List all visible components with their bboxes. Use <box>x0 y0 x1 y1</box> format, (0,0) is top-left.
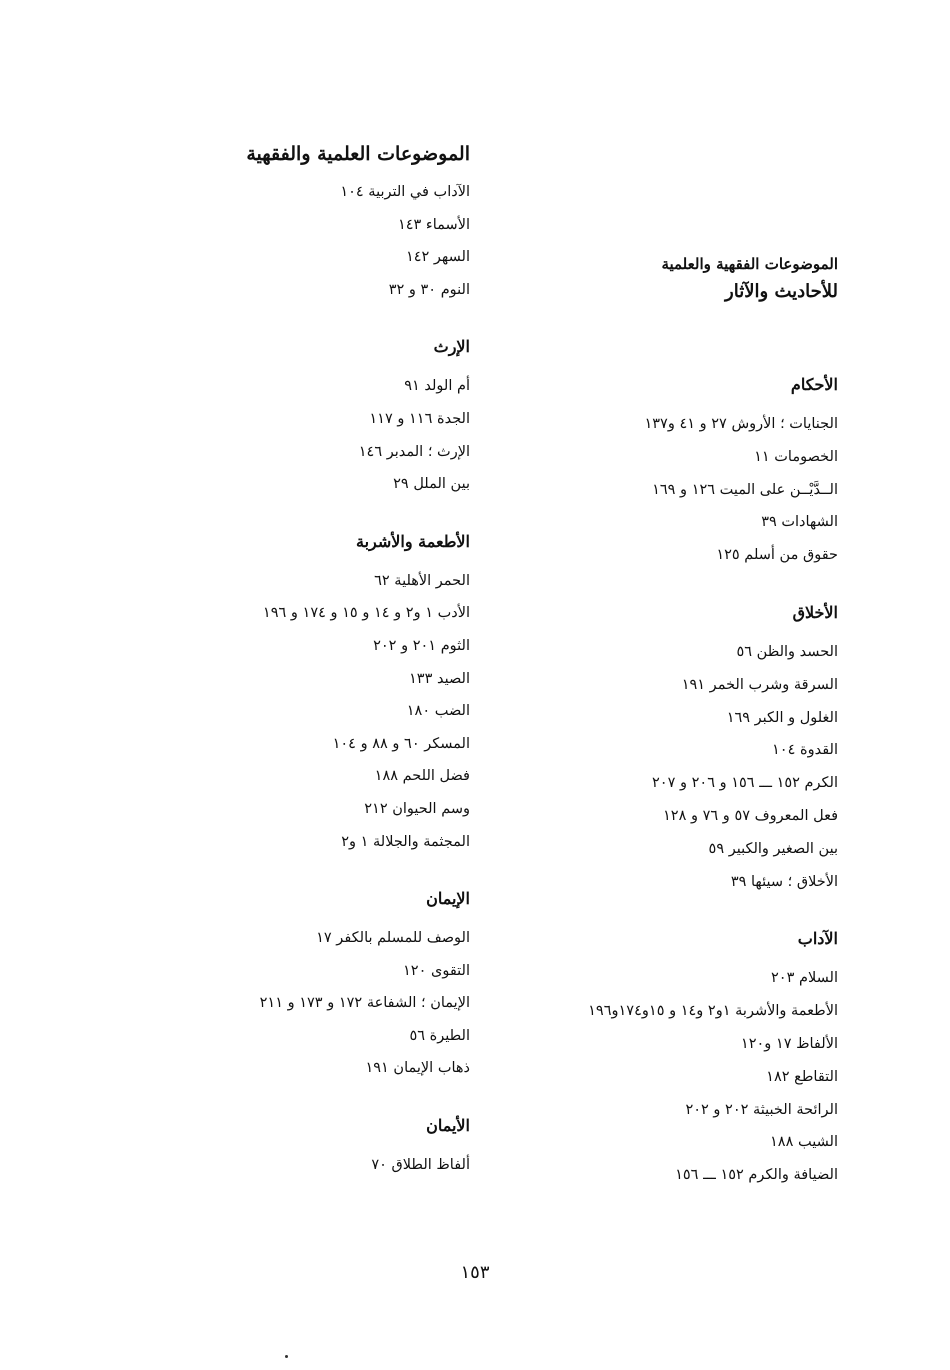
index-entry: أم الولد ٩١ <box>404 378 470 395</box>
index-entry: بين الصغير والكبير ٥٩ <box>708 840 838 857</box>
index-entry: وسم الحيوان ٢١٢ <box>364 800 470 817</box>
index-entry: الألفاظ ١٧ و١٢٠ <box>740 1035 838 1052</box>
intro-section <box>30 176 470 306</box>
index-entry: الشيب ١٨٨ <box>770 1134 838 1151</box>
index-entry: السلام ٢٠٣ <box>771 970 838 987</box>
index-entry: الغلول و الكبر ١٦٩ <box>726 709 838 726</box>
section-heading: الأخلاق <box>792 602 838 622</box>
index-entry: الأدب ١ و٢ و ١٤ و ١٥ و ١٧٤ و ١٩٦ <box>262 605 470 622</box>
index-entry: الشهادات ٣٩ <box>761 514 838 531</box>
page-title: الموضوعات العلمية والفقهية <box>246 143 470 165</box>
scan-speck <box>285 1355 288 1358</box>
section-heading: الإرث <box>433 337 470 357</box>
index-entry: التقوى ١٢٠ <box>403 962 470 979</box>
index-entry: الضيافة والكرم ١٥٢ ـــ ١٥٦ <box>675 1167 838 1184</box>
index-entry: بين الملل ٢٩ <box>393 476 470 493</box>
section-heading: الأيمان <box>426 1116 470 1136</box>
index-entry: القدوة ١٠٤ <box>772 742 838 759</box>
index-entry: الــدَّيْــن على الميت ١٢٦ و ١٦٩ <box>652 481 838 498</box>
index-entry: المسكر ٦٠ و ٨٨ و ١٠٤ <box>332 735 470 752</box>
section-morals <box>418 598 838 898</box>
left-column <box>30 140 470 1208</box>
index-subtitle: للأحاديث والآثار <box>725 281 838 302</box>
index-entry: الأخلاق ؛ سيئها ٣٩ <box>730 873 838 890</box>
right-column <box>418 252 838 1218</box>
index-entry: ذهاب الإيمان ١٩١ <box>365 1060 470 1077</box>
index-entry: فعل المعروف ٥٧ و ٧٦ و ١٢٨ <box>663 807 838 824</box>
index-entry: الحمر الأهلية ٦٢ <box>374 572 470 589</box>
index-entry: الجنايات ؛ الأروش ٢٧ و ٤١ و١٣٧ <box>644 416 838 432</box>
index-entry: الثوم ٢٠١ و ٢٠٢ <box>373 637 470 654</box>
index-entry: الصيد ١٣٣ <box>409 670 470 687</box>
section-oaths <box>30 1111 470 1182</box>
index-entry: الجدة ١١٦ و ١١٧ <box>369 410 470 427</box>
index-entry: السهر ١٤٢ <box>405 249 470 266</box>
index-entry: الرائحة الخبيثة ٢٠٢ و ٢٠٢ <box>685 1101 838 1118</box>
index-entry: فضل اللحم ١٨٨ <box>374 768 470 785</box>
index-entry: الحسد والظن ٥٦ <box>736 643 838 660</box>
section-rulings <box>418 370 838 572</box>
index-entry: الضب ١٨٠ <box>406 703 470 720</box>
index-entry: الوصف للمسلم بالكفر ١٧ <box>316 930 470 947</box>
page-number: ١٥٣ <box>460 1262 490 1283</box>
section-heading: الأحكام <box>790 375 838 394</box>
index-title: الموضوعات الفقهية والعلمية <box>661 255 838 273</box>
index-entry: الخصومات ١١ <box>754 448 838 465</box>
section-heading: الآداب <box>797 929 838 949</box>
section-heading: الأطعمة والأشربة <box>356 531 470 551</box>
index-entry: التقاطع ١٨٢ <box>766 1068 838 1085</box>
section-inheritance <box>30 332 470 500</box>
index-entry: السرقة وشرب الخمر ١٩١ <box>681 676 838 693</box>
index-entry: حقوق من أسلم ١٢٥ <box>716 547 838 564</box>
index-entry: الكرم ١٥٢ ـــ ١٥٦ و ٢٠٦ و ٢٠٧ <box>652 775 838 792</box>
index-entry: الطيرة ٥٦ <box>409 1027 470 1044</box>
section-faith <box>30 884 470 1085</box>
section-food-drink <box>30 527 470 858</box>
section-etiquette <box>418 924 838 1192</box>
index-entry: الإيمان ؛ الشفاعة ١٧٢ و ١٧٣ و ٢١١ <box>259 995 470 1012</box>
index-entry: الإرث ؛ المدبر ١٤٦ <box>358 443 470 460</box>
index-entry: الأسماء ١٤٣ <box>397 216 470 233</box>
section-heading: الإيمان <box>426 889 470 909</box>
index-entry: الآداب في التربية ١٠٤ <box>340 184 470 200</box>
index-entry: النوم ٣٠ و ٣٢ <box>388 281 470 298</box>
index-entry: الأطعمة والأشربة ١و٢ و١٤ و ١٥و١٧٤و١٩٦ <box>588 1003 838 1020</box>
index-entry: المجثمة والجلالة ١ و٢ <box>341 833 470 850</box>
index-entry: ألفاظ الطلاق ٧٠ <box>371 1157 470 1174</box>
